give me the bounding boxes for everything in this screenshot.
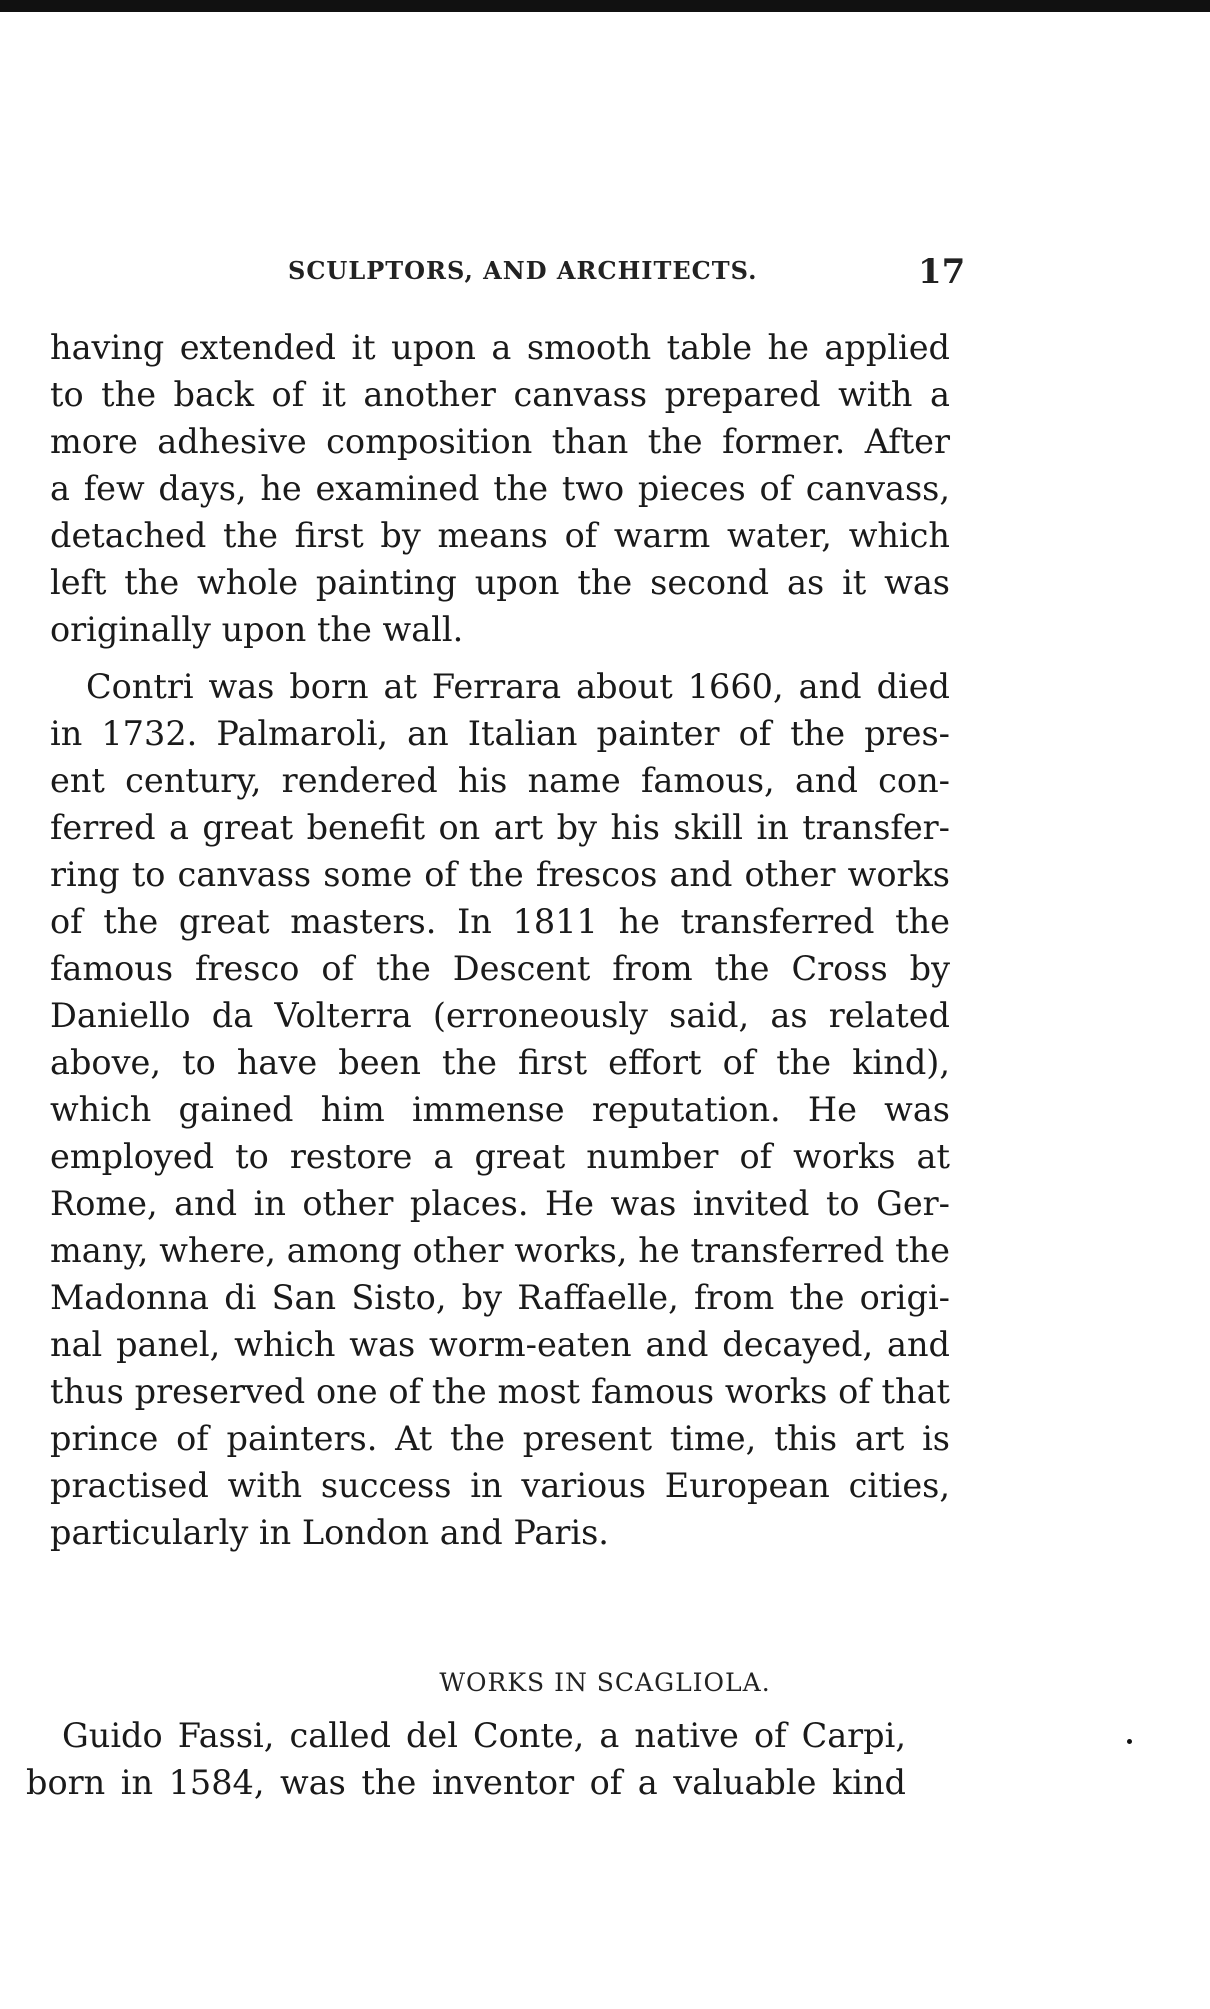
text-line: famous fresco of the Descent from the Cross by xyxy=(50,949,950,988)
text-line: Contri was born at Ferrara about 1660, and died xyxy=(86,667,950,706)
text-line: to the back of it another canvass prepared with a xyxy=(50,375,950,414)
text-line: prince of painters. At the present time, this art is xyxy=(50,1419,950,1458)
text-line: Madonna di San Sisto, by Raffaelle, from the origi- xyxy=(50,1278,950,1317)
text-line: of the great masters. In 1811 he transferred the xyxy=(50,902,950,941)
text-line: thus preserved one of the most famous works of that xyxy=(50,1372,950,1411)
section-paragraph xyxy=(26,1712,906,1806)
text-line: ent century, rendered his name famous, and con- xyxy=(50,761,950,800)
body-text xyxy=(50,324,950,1556)
margin-mark xyxy=(1127,1739,1132,1744)
text-line: more adhesive composition than the former. After xyxy=(50,422,950,461)
text-line: many, where, among other works, he transferred the xyxy=(50,1231,950,1270)
text-line: Daniello da Volterra (erroneously said, as related xyxy=(50,996,950,1035)
scan-edge xyxy=(0,0,1210,12)
text-line: employed to restore a great number of works at xyxy=(50,1137,950,1176)
text-line: Rome, and in other places. He was invited to Ger- xyxy=(50,1184,950,1223)
text-line: left the whole painting upon the second as it was xyxy=(50,563,950,602)
text-line: having extended it upon a smooth table he applied xyxy=(50,328,950,367)
running-head: SCULPTORS, AND ARCHITECTS. xyxy=(288,256,758,285)
text-line: Guido Fassi, called del Conte, a native of Carpi, xyxy=(62,1716,906,1755)
text-line: born in 1584, was the inventor of a valuable kind xyxy=(26,1763,906,1802)
text-line: particularly in London and Paris. xyxy=(50,1513,609,1552)
section-heading: WORKS IN SCAGLIOLA. xyxy=(439,1668,771,1697)
text-line: in 1732. Palmaroli, an Italian painter of the pres- xyxy=(50,714,950,753)
text-line: nal panel, which was worm-eaten and decayed, and xyxy=(50,1325,950,1364)
text-line: detached the first by means of warm water, which xyxy=(50,516,950,555)
text-line: practised with success in various European cities, xyxy=(50,1466,950,1505)
text-line: ring to canvass some of the frescos and other works xyxy=(50,855,950,894)
text-line: a few days, he examined the two pieces of canvass, xyxy=(50,469,950,508)
text-line: ferred a great benefit on art by his skill in transfer- xyxy=(50,808,950,847)
text-line: above, to have been the first effort of the kind), xyxy=(50,1043,950,1082)
paragraph-1 xyxy=(50,324,950,653)
page-number: 17 xyxy=(918,252,966,292)
paragraph-2 xyxy=(50,663,950,1556)
text-line: which gained him immense reputation. He was xyxy=(50,1090,950,1129)
text-line: originally upon the wall. xyxy=(50,610,464,649)
